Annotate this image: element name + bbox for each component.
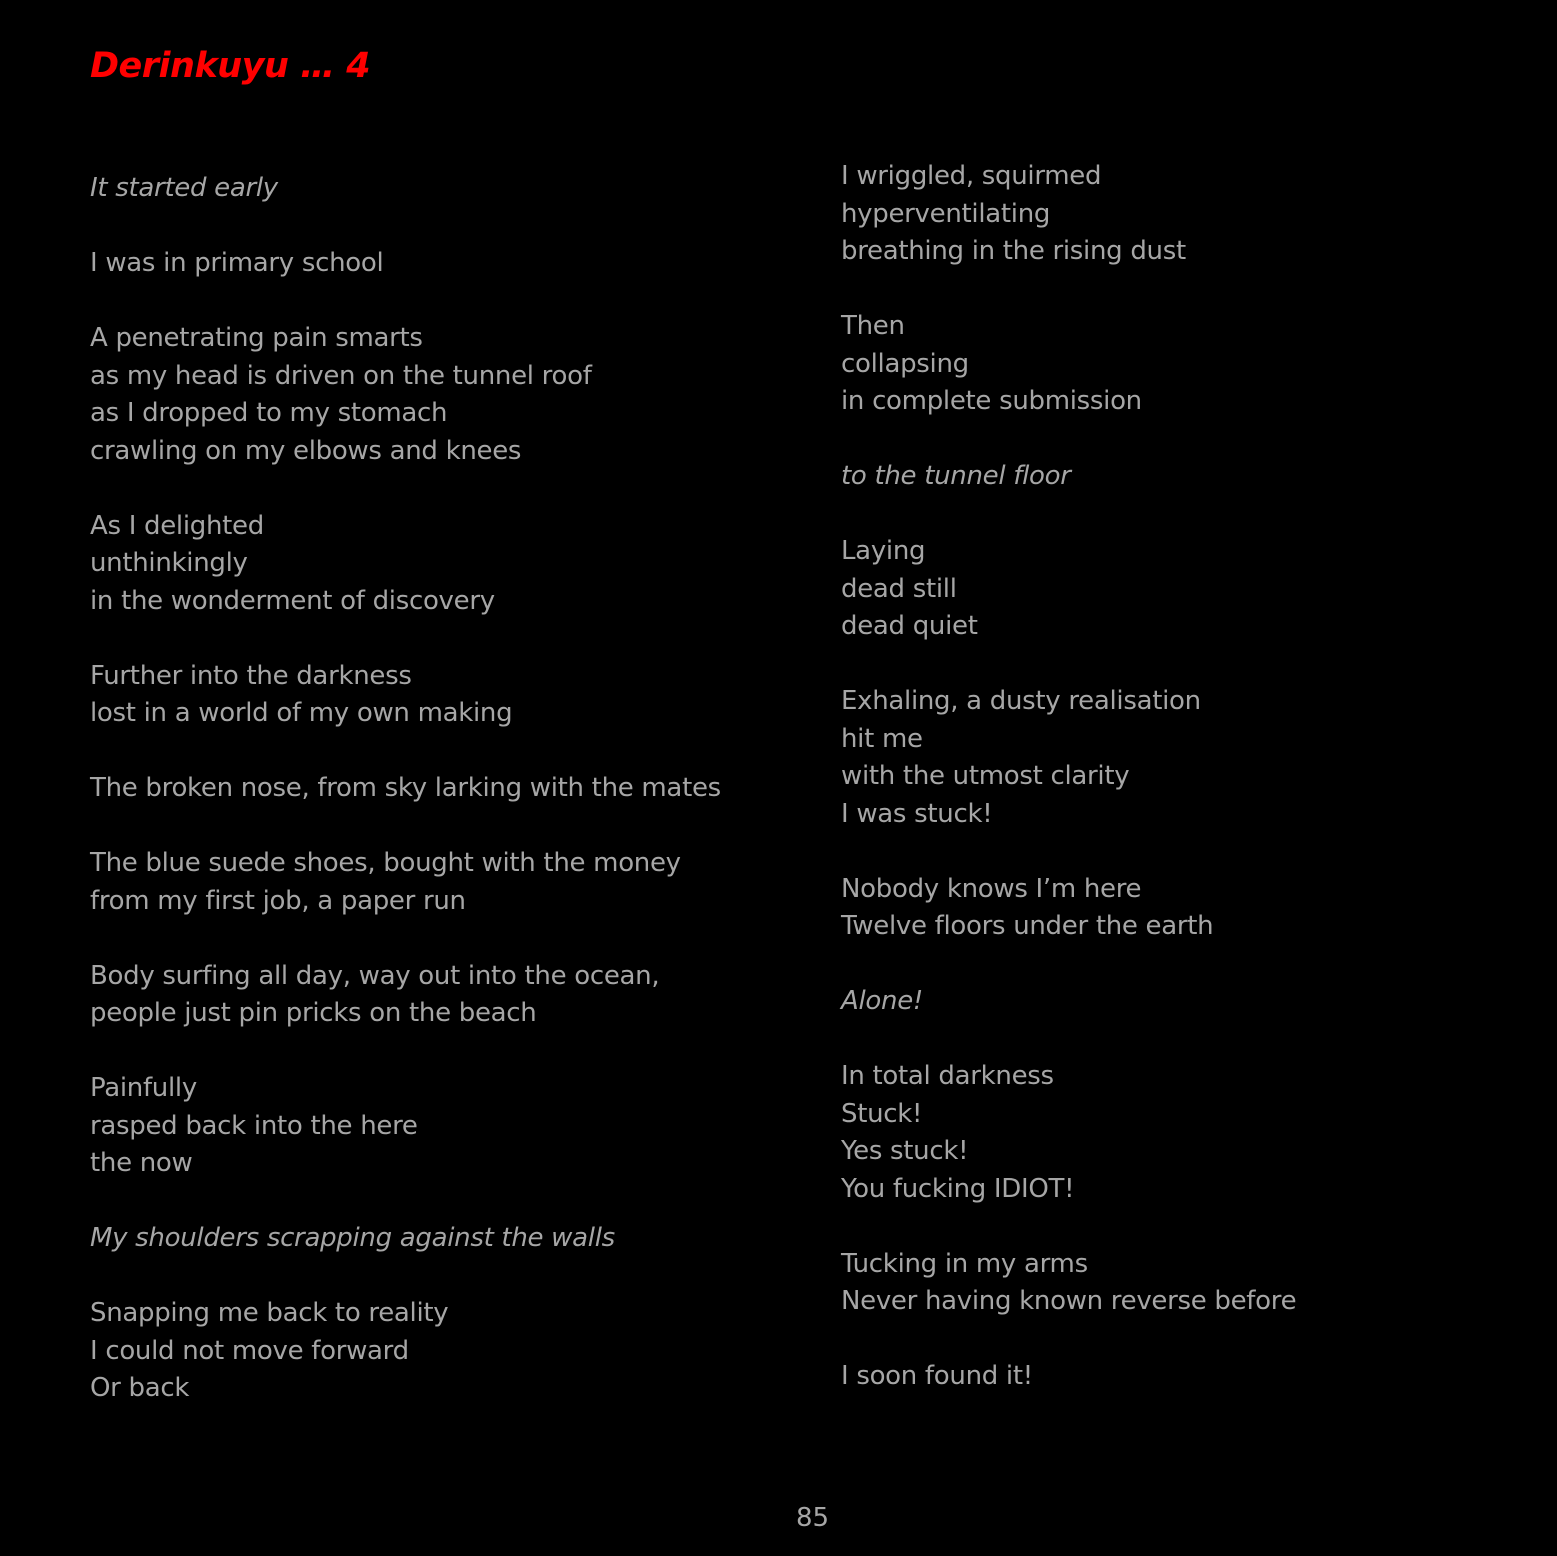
poem-line: as my head is driven on the tunnel roof	[90, 360, 592, 391]
poem-line: Painfully	[90, 1073, 197, 1103]
poem-line: Exhaling, a dusty realisation	[841, 686, 1201, 716]
poem-line: I was in primary school	[90, 248, 384, 278]
poem-line: As I delighted	[90, 510, 264, 541]
poem-line: as I dropped to my stomach	[90, 398, 448, 428]
poem-line: hit me	[841, 723, 923, 754]
poem-line: I could not move forward	[90, 1335, 409, 1366]
stanza	[841, 983, 1541, 1021]
poem-left-column	[90, 170, 790, 1445]
stanza	[90, 1070, 790, 1183]
poem-right-column	[841, 158, 1541, 1433]
stanza	[90, 245, 790, 283]
stanza	[90, 845, 790, 920]
poem-line: lost in a world of my own making	[90, 698, 513, 728]
poem-title: Derinkuyu … 4	[90, 46, 371, 86]
poem-line: Tucking in my arms	[841, 1248, 1088, 1279]
stanza	[90, 1220, 790, 1258]
poem-line: unthinkingly	[90, 548, 248, 578]
poem-line: crawling on my elbows and knees	[90, 435, 522, 466]
page-number: 85	[795, 1503, 830, 1533]
poem-line: I wriggled, squirmed	[841, 161, 1102, 191]
poem-line: Body surfing all day, way out into the ocean,	[90, 960, 660, 991]
poem-line: dead quiet	[841, 611, 978, 641]
poem-line: Never having known reverse before	[841, 1286, 1297, 1316]
stanza	[841, 308, 1541, 421]
poem-line: with the utmost clarity	[841, 761, 1130, 791]
stanza	[90, 320, 790, 470]
poem-line: The broken nose, from sky larking with the mates	[90, 773, 721, 803]
stanza	[841, 533, 1541, 646]
stanza	[90, 170, 790, 208]
poem-line: to the tunnel floor	[841, 461, 1071, 491]
poem-line: rasped back into the here	[90, 1110, 418, 1141]
stanza	[841, 158, 1541, 271]
poem-line: collapsing	[841, 348, 969, 379]
stanza	[841, 871, 1541, 946]
stanza	[841, 683, 1541, 833]
poem-line: people just pin pricks on the beach	[90, 998, 537, 1028]
poem-line: Stuck!	[841, 1098, 923, 1129]
poem-line: It started early	[90, 173, 278, 203]
poem-line: Then	[841, 311, 905, 341]
poem-line: breathing in the rising dust	[841, 236, 1186, 266]
stanza	[90, 658, 790, 733]
poem-line: Or back	[90, 1373, 190, 1403]
poem-line: My shoulders scrapping against the walls	[90, 1223, 615, 1253]
poem-line: Further into the darkness	[90, 660, 412, 691]
poem-line: in the wonderment of discovery	[90, 585, 495, 616]
poem-line: The blue suede shoes, bought with the money	[90, 848, 681, 878]
stanza	[841, 1246, 1541, 1321]
poem-line: Snapping me back to reality	[90, 1298, 449, 1328]
poem-line: Alone!	[841, 986, 924, 1016]
stanza	[90, 770, 790, 808]
poem-line: from my first job, a paper run	[90, 885, 466, 916]
stanza	[841, 1058, 1541, 1208]
poem-line: Laying	[841, 536, 926, 566]
stanza	[90, 958, 790, 1033]
poem-line: in complete submission	[841, 386, 1142, 416]
poem-line: I soon found it!	[841, 1361, 1033, 1391]
poem-line: You fucking IDIOT!	[841, 1173, 1075, 1204]
poem-line: the now	[90, 1148, 193, 1178]
poem-line: A penetrating pain smarts	[90, 323, 423, 353]
poem-line: dead still	[841, 573, 957, 604]
stanza	[841, 1358, 1541, 1396]
stanza	[90, 1295, 790, 1408]
poem-line: Yes stuck!	[841, 1136, 969, 1166]
poem-line: Nobody knows I’m here	[841, 873, 1142, 904]
poem-line: I was stuck!	[841, 798, 993, 829]
stanza	[90, 508, 790, 621]
poem-line: Twelve floors under the earth	[841, 911, 1214, 941]
poem-line: hyperventilating	[841, 198, 1051, 229]
stanza	[841, 458, 1541, 496]
poem-line: In total darkness	[841, 1061, 1054, 1091]
